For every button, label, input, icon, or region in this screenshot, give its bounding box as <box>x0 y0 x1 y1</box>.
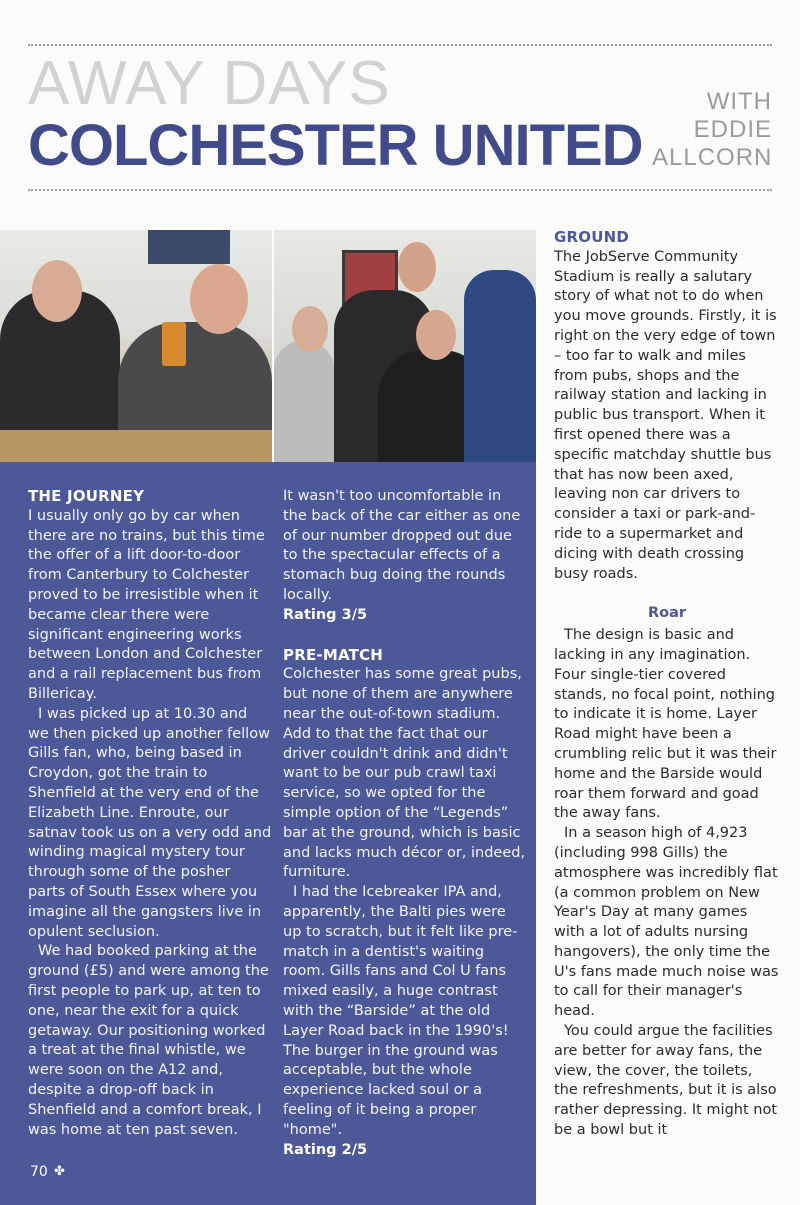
tv-screen <box>148 230 230 264</box>
top-rule <box>28 44 772 46</box>
fan-seated-head <box>416 310 456 360</box>
fan-grey-head <box>292 306 328 352</box>
byline-line-3: ALLCORN <box>652 144 773 171</box>
column-prematch <box>283 487 527 1160</box>
column-journey <box>28 487 272 1140</box>
table <box>0 430 272 462</box>
bottom-rule <box>28 189 772 191</box>
roar-paragraph: The design is basic and lacking in any imagination. Four single-tier covered stands, no focal point, nothing to indicate it is home. Layer Road might have been a crumbling relic but it was their home and the Barside would roar them forward and goad the away fans. <box>554 627 777 822</box>
fan-grey-figure <box>274 340 334 462</box>
photo-fans-right <box>274 230 536 462</box>
heading-ground: GROUND <box>554 228 629 246</box>
prematch-paragraph: Colchester has some great pubs, but none of them are anywhere near the out-of-town stadium. Add to that the fact that our driver couldn't drink and didn't want to be our pub crawl taxi service, so we opted for the simple option of the “Legends” bar at the ground, which is basic and lacks much décor or, indeed, furniture. <box>283 666 526 881</box>
journey-paragraph: I was picked up at 10.30 and we then picked up another fellow Gills fan, who, being based in Croydon, got the train to Shenfield at the very end of the Elizabeth Line. Enroute, our satnav took us on a very odd and winding magical mystery tour through some of the posher parts of South Essex where you imagine all the gangsters live in opulent seclusion. <box>28 705 272 940</box>
club-crest-icon: ✤ <box>54 1164 65 1179</box>
byline-line-2: EDDIE <box>693 116 772 143</box>
byline-line-1: WITH <box>706 88 772 115</box>
rating-journey: Rating 3/5 <box>283 606 368 623</box>
journey-paragraph: I usually only go by car when there are no trains, but this time the offer of a lift door-to-door from Canterbury to Colchester proved to be irresistible when it became clear there were significant engineering works between London and Colchester and a rail replacement bus from Billericay. <box>28 507 265 702</box>
journey-paragraph: It wasn't too uncomfortable in the back of the car either as one of our number dropped out due to the spectacular effects of a stomach bug doing the rounds locally. <box>283 488 521 603</box>
title-colchester-united: COLCHESTER UNITED <box>28 113 643 178</box>
fan-right-head <box>190 264 248 334</box>
fan-left-head <box>32 260 82 322</box>
fan-blue-jacket <box>464 270 536 462</box>
beer-glass <box>162 322 186 366</box>
heading-pre-match: PRE-MATCH <box>283 645 383 664</box>
rating-prematch: Rating 2/5 <box>283 1141 368 1158</box>
heading-the-journey: THE JOURNEY <box>28 487 145 505</box>
title-away-days: AWAY DAYS <box>28 49 391 118</box>
subheading-roar: Roar <box>647 605 687 622</box>
byline <box>652 88 772 172</box>
roar-paragraph: You could argue the facilities are better for away fans, the view, the cover, the toilets, the refreshments, but it is also rather depressing. It might not be a bowl but it <box>554 1023 778 1139</box>
page-number: 70 <box>30 1164 48 1180</box>
prematch-paragraph: I had the Icebreaker IPA and, apparently, the Balti pies were up to scratch, but it felt like pre-match in a dentist's waiting room. Gills fans and Col U fans mixed easily, a huge contrast with the “Barside” at the old Layer Road back in the 1990's! The burger in the ground was acceptable, but the whole experience lacked soul or a feeling of it being a proper "home". <box>283 884 518 1138</box>
column-ground <box>554 228 780 1141</box>
journey-paragraph: We had booked parking at the ground (£5) and were among the first people to park up, at ten to one, near the exit for a quick getaway. Our positioning worked a treat at the final whistle, we were soon on the A12 and, despite a drop-off back in Shenfield and a comfort break, I was home at ten past seven. <box>28 943 269 1138</box>
photo-fans-left <box>0 230 272 462</box>
roar-paragraph: In a season high of 4,923 (including 998 Gills) the atmosphere was incredibly flat (a common problem on New Year's Day at many games with a lot of adults nursing hangovers), the only time the U's fans made much noise was to call for their manager's head. <box>554 825 779 1020</box>
ground-paragraph: The JobServe Community Stadium is really a salutary story of what not to do when you move grounds. Firstly, it is right on the very edge of town – too far to walk and miles from pubs, shops and the railway station and lacking in public bus transport. When it first opened there was a specific matchday shuttle bus that has now been axed, leaving non car drivers to consider a taxi or park-and-ride to a supermarket and dicing with death crossing busy roads. <box>554 248 777 582</box>
fan-standing-head <box>398 242 436 292</box>
